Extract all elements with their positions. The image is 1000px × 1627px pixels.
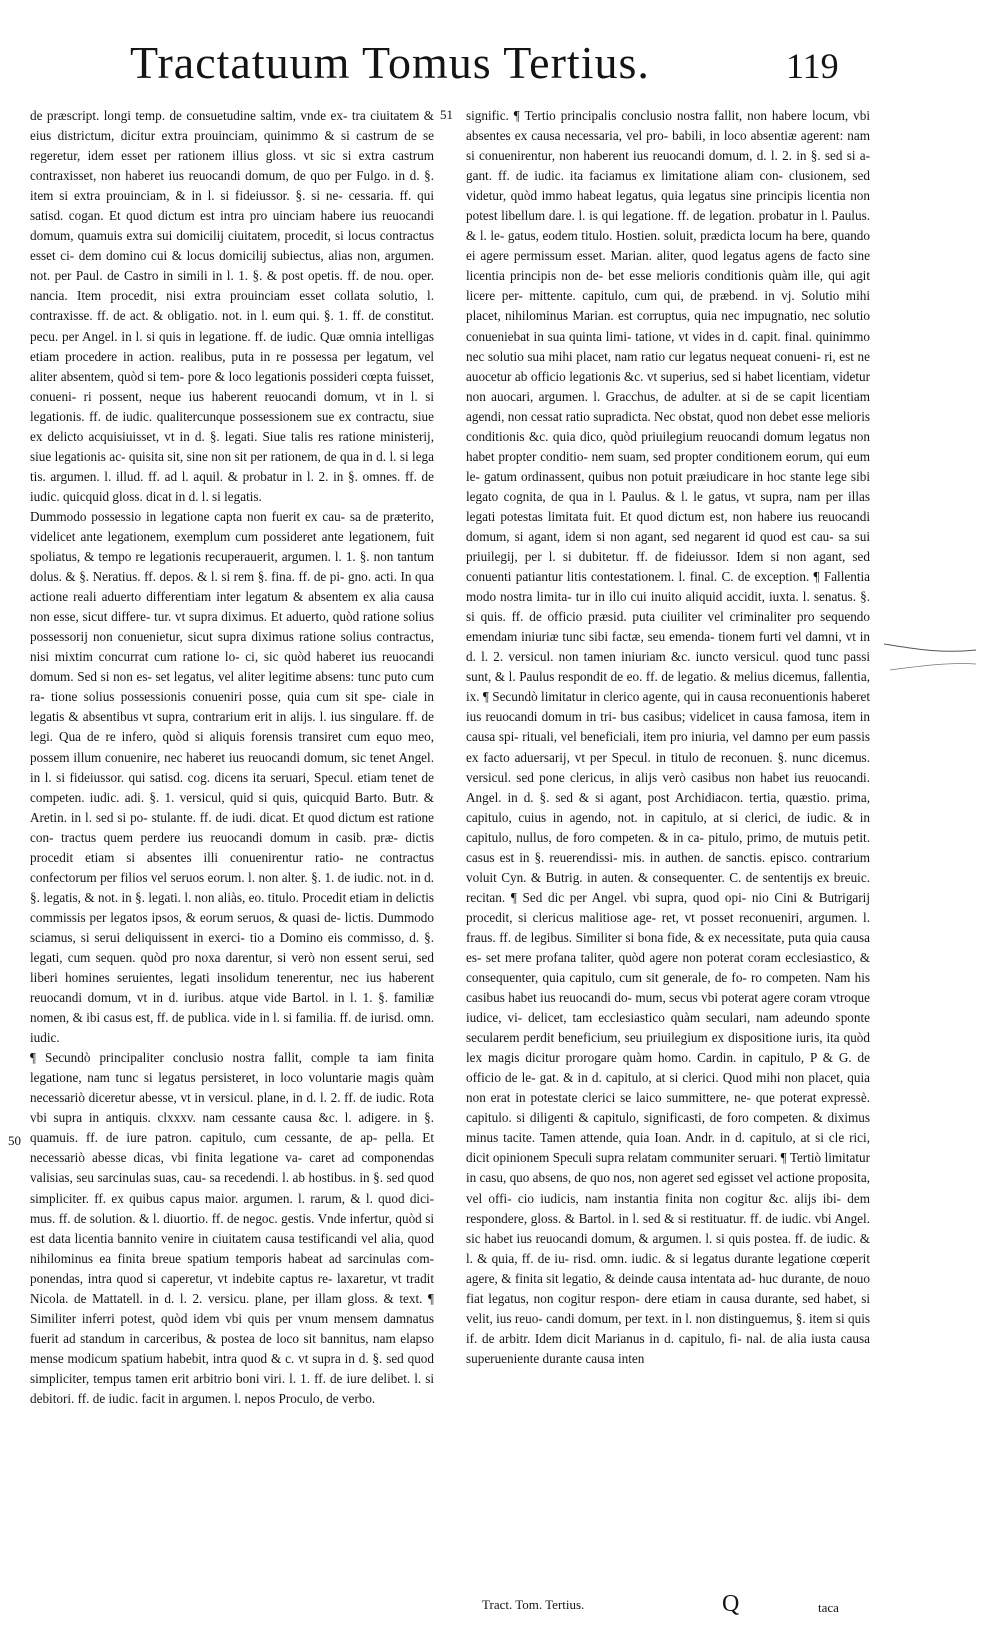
right-column xyxy=(466,106,870,1369)
margin-number-right-column: 51 xyxy=(440,107,453,122)
page-number: 119 xyxy=(786,46,839,86)
signature-mark: Q xyxy=(722,1591,740,1617)
right-paragraph: signific. ¶ Tertio principalis conclusio nostra fallit, non habere locum, vbi absentes ex causa necessaria, vel pro- babili, in loco absentiæ agerent: nam si conuenirentur, non haberent ius reuocandi domum, d. l. 2. in §. sed si a- gant. ff. de iudic. ita faciamus ex limitatione aliam con- clusionem, sed videtur, quòd immo habeat legatus, quia legatus sine principis licentia non potest libellum dare. l. is qui legatione. ff. de legation. probatur in l. Paulus. & l. le- gatus, eodem titulo. Hostien. soluit, prædicta locum ha bere, quando ei agere permissum esset. Marian. aliter, quod legatus agens de facto sine licentia principis non de- bet esse melioris conditionis quàm ille, qui agit licere per- mittente. capitulo, cum qui, de præbend. in vj. Solutio mihi placet, nihilominus Marian. est corruptus, quia nec impugnatio, nec solutio conueniebat in sua quinta limi- tatione, vt vides in d. capit. final. quinimmo nec solutio sua mihi placet, nam ratio cur legatus nequeat conueni- ri, est ne auocetur ab officio legationis &c. vt superius, sed si habet licentiam, videtur non auocari, argumen. l. Gracchus, de adulter. at si de se capit licentiam agendi, non cessat ratio supradicta. Nec obstat, quod non debet esse melioris conditionis &c. quia dico, quòd priuilegium reuocandi domum legatus non habet propter conditio- nem suam, sed propter conditionem eorum, qui eum le- gatum ordinassent, quibus non potuit præiudicare in hoc stante lege sibi legato cognita, de qua in l. Paulus. & l. le gatus, vt supra, nam per illas legati potestas limitata fuit. Et quod dictum est, non habere ius reuocandi domum, si agant, idem si non agant, sed negarent id quod est cau- sa sui priuilegij, per l. si dubitetur. ff. de fideiussor. Idem si non agant, sed conuenti patiantur litis contestationem. l. final. C. de exception. ¶ Fallentia modo nostra limita- tur in illo cui inuito aliquid accidit, iuxta. l. senatus. §. si quis. ff. de officio præsid. puta ciuiliter vel criminaliter pro sequendo emendam iniuriæ tunc sibi factæ, seu emenda- tionem furti vel damni, vt in d. l. 2. versicul. non tamen iniuriam &c. iuncto versicul. quod tunc passi sunt, & l. Paulus respondit de eo. ff. de legatio. & melius dicemus, fallentia, ix. ¶ Secundò limitatur in clerico agente, qui in causa reconuentionis haberet ius reuocandi domum in tri- bus casibus; videlicet in causa famosa, item in causa spi- rituali, vel beneficiali, item pro iniuria, vel damno per eum passis ex facto aduersarij, vt per Specul. in titulo de reconuen. §. nunc dicemus. versicul. sed pone clericus, in alijs verò casibus non habet ius reuocandi. Angel. in d. §. sed & si agant, post Archidiacon. tertia, quæstio. prima, capitulo, cuius in agendo, not. in capitulo, at si clerici, de iudic. & in capitulo, nullus, de foro competen. & in ca- pitulo, primo, de mutuis petit. casus est in §. reuerendissi- mis. in authen. de sanctis. episco. contrarium voluit Cyn. & Butrig. in auten. & consequenter. C. de sententijs ex breuic. recitan. ¶ Sed dic per Angel. vbi supra, quod opi- nio Cini & Butrigarij procedit, si clericus malitiose age- ret, vt posset reconueniri, argumen. l. fraus. ff. de legibus. Similiter si bona fide, & ex necessitate, puta quia causa es- set mere profana taliter, quòd agere non poterat coram ecclesiastico, & consequenter, quia capitulo, cum sit generale, de fo- ro competen. Nam his casibus habet ius reuocandi do- mum, secus vbi poterat agere coram vtroque iudice, vi- delicet, tam ecclesiastico quàm seculari, nam adeundo sponte secularem perdit beneficium, seu priuilegium ex dispositione iuris, ita quòd lex magis dicitur prorogare quàm homo. Cardin. in capitulo, P & G. de officio de le- gat. & in d. capitulo, at si clerici. Quod mihi non placet, quia non erat in potestate clerici se laico summittere, ne- que poterat expressè. capitulo. si diligenti & capitulo, significasti, de foro competen. & diximus minus tacite. Tamen attende, quia Ioan. Andr. in d. capitulo, at si cle rici, dicit opinionem Speculi supra relatam communiter seruari. ¶ Tertiò limitatur in casu, quo absens, de quo nos, non ageret sed egisset vel actione proposita, vel offi- cio iudicis, nam instantia finita non cogitur &c. alijs ibi- dem respondere, gloss. & Bartol. in l. sed & si restituatur. ff. de iudic. vbi Angel. sic habet ius reuocandi domum, & argumen. l. si quis postea. ff. de iudic. & l. & quia, ff. de iu- risd. omn. iudic. & si legatus durante legatione cœperit agere, & finita sit legatio, & deinde causa intentata ad- huc durante, de nouo fiat legatus, non cogitur respon- dere etiam in causa durante, sed habet, si velit, ius reuo- candi domum, per text. in l. non distinguemus, §. item si quis if. de arbitr. Idem dicit Marianus in d. capitulo, fi- nal. de alia iusta causa superueniente durante causa inten xyxy=(466,108,870,1366)
left-column xyxy=(30,106,434,1409)
left-paragraph: ¶ Secundò principaliter conclusio nostra fallit, comple ta iam finita legatione, nam tunc si legatus persisteret, in loco voluntarie magis quàm necessariò diceretur abesse, vt in versicul. plane, in d. l. 2. ff. de iudic. Rota vbi supra in antiquis. clxxxv. nam cessante causa &c. l. adigere. in §. quamuis. ff. de iure patron. capitulo, cum cessante, de ap- pella. Et necessariò abesse dicas, vbi finita legatione va- caret ad componendas valisias, seu sarcinulas suas, cau- sa recedendi. l. ab hostibus. in §. sed quod simpliciter. ff. ex quibus capus maior. argumen. l. rarum, & l. quod dici- mus. ff. de solution. & l. diuortio. ff. de negoc. gestis. Vnde infertur, quòd si est data licentia bannito venire in ciuitatem causa testificandi vel alia, quod nihilominus ea finita breue spatium temporis habeat ad sarcinulas com- ponendas, intra quod si caperetur, vt indebite captus re- laxaretur, vt tradit Nicola. de Mattatell. in d. l. 2. versicu. plane, per illam gloss. & text. ¶ Similiter inferri potest, quòd idem vbi quis per vnum mensem damnatus fuerit ad standum in carceribus, & postea de loco sit bannitus, nam elapso mense modicum spatium habebit, intra quod & c. vt supra in d. §. sed quod simpliciter, tempus tamen erit arbitrio boni viri. l. 1. ff. de iure delibet. l. si debitori. ff. de iudic. facit in argumen. l. nepos Proculo, de verbo. xyxy=(30,1050,434,1406)
running-title: Tractatuum Tomus Tertius. xyxy=(130,37,650,88)
left-paragraph: Dummodo possessio in legatione capta non fuerit ex cau- sa de præterito, videlicet ante legationem, exemplum cum possideret ante legationem, fuit spoliatus, & tempo re legationis recuperauerit, argumen. l. 1. §. non tantum dolus. & §. Neratius. ff. depos. & l. si rem §. fina. ff. de pi- gno. acti. In qua actione reali aduerto differentiam inter legatum & absentem ex alia causa non esse, sicut differe- tur. vt supra diximus. Et aduerto, quòd ratione solius possessorij non conuenietur, sicut supra diximus ratione solius contractus, nisi mixtim concurrat cum ratione lo- ci, sic quòd haberet ius reuocandi domum. Sed si non es- set legatus, vel aliter legitime absens: tunc puto cum ra- tione solius possessionis conueniri posse, quia cum sit spe- ciale in legatis & absentibus vt supra, contrarium erit in alijs. l. ius singulare. ff. de legi. Qua de re infero, quòd si aliquis forensis transiret cum equo meo, possem illum conuenire, nec haberet ius reuocandi domum, sic tenet Angel. in l. si fideiussor. qui satisd. cog. dicens ita seruari, Specul. etiam tenet de competen. iudic. adi. §. 1. versicul, quid si quis, quicquid Barto. Butr. & Aretin. in l. sed si po- stulante. ff. de iudi. dicat. Et quod dictum est ratione con- tractus quem perdere ius reuocandi domum in casib. præ- dictis procedit etiam si absentes illi conuenirentur ratio- ne contractus confectorum per filios vel seruos eorum. l. non alter. §. 1. de iudic. not. in d. §. legatis, & not. in §. legati. l. non aliàs, eo. titulo. Procedit etiam in delictis commissis per legatos ipsos, & eorum seruos, & quasi de- lictis. Dummodo sciamus, si serui deliquissent in exerci- tio a Domino eis commisso, d. §. legati, cum sequen. quòd pro noxa darentur, si verò non essent serui, sed liberi homines seruientes, legati insolidum tenerentur, nec ius haberent reuocandi domum, vt in d. iuribus. atque vide Bartol. in l. 1. §. familiæ nomen, & ibi casus est, ff. de publica. vide in l. si familia. ff. de iurisd. omn. iudic. xyxy=(30,508,434,1046)
margin-number-left-column: 50 xyxy=(8,1133,21,1148)
left-paragraph: de præscript. longi temp. de consuetudine saltim, vnde ex- tra ciuitatem & eius districtum, dicitur extra prouinciam, quinimmo & si castrum de se regeretur, idem esset per rationem illius gloss. vt sic si extra castrum contraxisset, non haberet ius reuocandi domum, de quo per Fulgo. in d. §. item si extra prouinciam, & in l. si fideiussor. §. si ne- cessaria. ff. qui satisd. cogan. Et quod dictum est intra pro uinciam habere ius reuocandi domum, quamuis extra sui domicilij ciuitatem, procedit, si locus contractus esset ci- dem domino cui & locus domicilij subiectus, alias non, argumen. not. per Paul. de Castro in simili in l. 1. §. & post opetis. ff. de nou. oper. nancia. Item procedit, nisi extra prouinciam esset collata solutio, l. contraxisse. ff. de act. & obligatio. not. in l. eum qui. §. 1. ff. de constitut. pecu. per Angel. in l. si quis in legatione. ff. de iudic. Quæ omnia intelligas etiam procedere in action. realibus, puta in re possessa per legatum, vel aliter absentem, quòd si tem- pore & loco legationis possideri cœpta fuisset, conueni- ri possent, neque ius haberent reuocandi domum, vt in l. si legationis. ff. de iudic. qualitercunque possessionem sue ex contractu, siue ex delicto acquisiuisset, vt in d. §. legati. Siue talis res ratione ministerij, siue legationis ac- quisita sit, sine non sit per rationem, de qua in d. l. si lega tis. argumen. l. illud. ff. ad l. aquil. & probatur in l. 2. in §. omnes. ff. de iudic. quicquid gloss. dicat in d. l. si legatis. xyxy=(30,108,434,504)
catchword: taca xyxy=(818,1600,839,1615)
manuscript-pen-stroke-icon xyxy=(880,640,980,680)
catchline: Tract. Tom. Tertius. xyxy=(482,1597,585,1612)
